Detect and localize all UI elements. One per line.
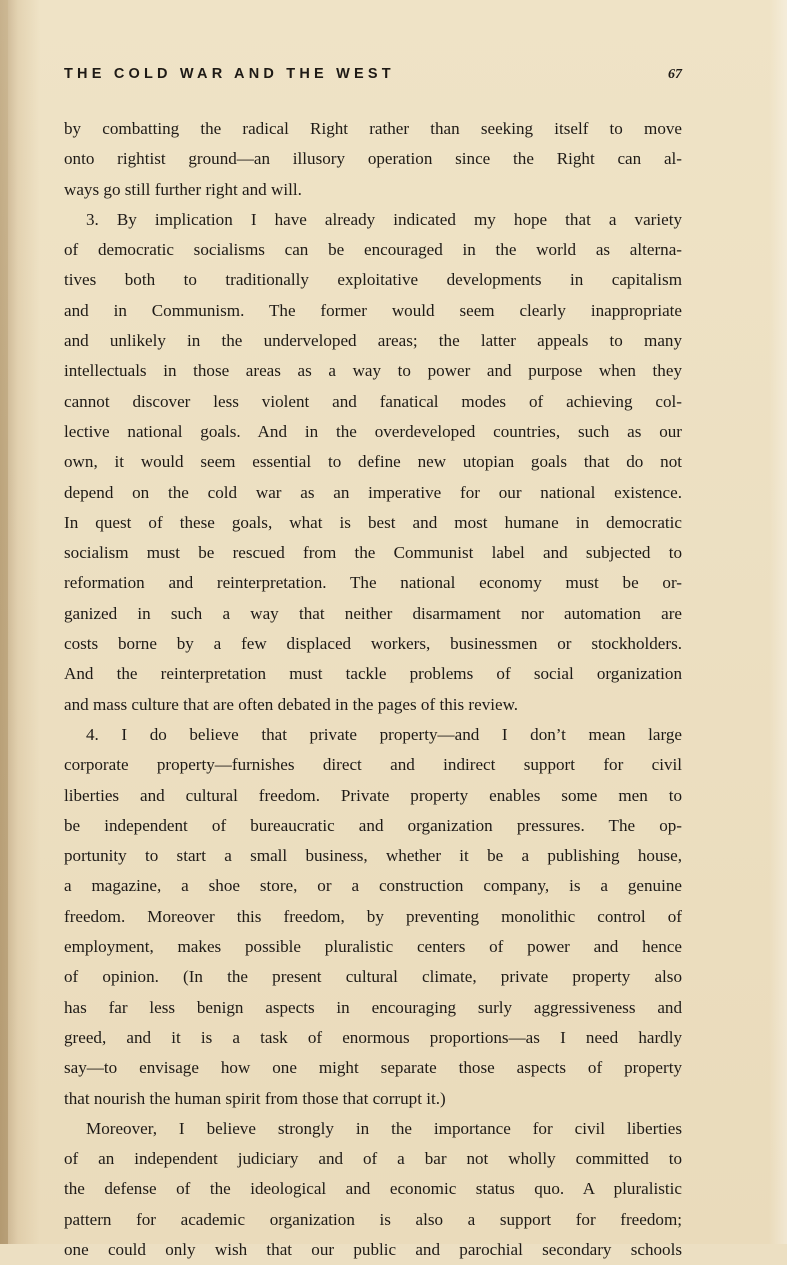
text-line: liberties and cultural freedom. Private property enables some men to [64, 785, 682, 805]
text-line: intellectuals in those areas as a way to power and purpose when they [64, 361, 682, 381]
text-line: own, it would seem essential to define new utopian goals that do not [64, 452, 682, 472]
text-line: one could only wish that our public and parochial secondary schools [64, 1239, 682, 1259]
text-line: say—to envisage how one might separate those aspects of property [64, 1058, 682, 1078]
text-line: be independent of bureaucratic and organization pressures. The op- [64, 815, 682, 835]
text-line: by combatting the radical Right rather than seeking itself to move [64, 119, 682, 138]
text-line: lective national goals. And in the overdeveloped countries, such as our [64, 421, 682, 441]
text-line: socialism must be rescued from the Communist label and subjected to [64, 543, 682, 563]
text-line: reformation and reinterpretation. The national economy must be or- [64, 573, 682, 593]
text-line: and unlikely in the underveloped areas; the latter appeals to many [64, 331, 682, 351]
text-line: costs borne by a few displaced workers, businessmen or stockholders. [64, 634, 682, 654]
text-line: of an independent judiciary and of a bar not wholly committed to [64, 1149, 682, 1169]
text-line: has far less benign aspects in encouraging surly aggressiveness and [64, 997, 682, 1017]
page-gutter-shadow [0, 0, 8, 1244]
text-line: And the reinterpretation must tackle problems of social organization [64, 664, 682, 684]
text-line: corporate property—furnishes direct and indirect support for civil [64, 755, 682, 775]
text-line: employment, makes possible pluralistic centers of power and hence [64, 937, 682, 957]
text-line: that nourish the human spirit from those that corrupt it.) [64, 1088, 446, 1108]
text-line: In quest of these goals, what is best and most humane in democratic [64, 512, 682, 532]
text-line: freedom. Moreover this freedom, by preventing monolithic control of [64, 906, 682, 926]
text-line: portunity to start a small business, whether it be a publishing house, [64, 846, 682, 866]
text-line: of democratic socialisms can be encouraged in the world as alterna- [64, 240, 682, 260]
text-line: and mass culture that are often debated in the pages of this review. [64, 694, 519, 714]
running-head: THE COLD WAR AND THE WEST [64, 66, 395, 82]
text-line: the defense of the ideological and economic status quo. A pluralistic [64, 1179, 682, 1199]
text-line: ways go still further right and will. [64, 179, 302, 199]
text-line: 3. By implication I have already indicated my hope that a variety [86, 209, 682, 229]
text-line: tives both to traditionally exploitative developments in capitalism [64, 270, 682, 290]
text-line: cannot discover less violent and fanatical modes of achieving col- [64, 391, 682, 411]
text-line: pattern for academic organization is also a support for freedom; [64, 1209, 682, 1229]
text-line: of opinion. (In the present cultural climate, private property also [64, 967, 682, 987]
page-number: 67 [668, 67, 682, 82]
body-text [64, 114, 682, 1265]
text-line: a magazine, a shoe store, or a construction company, is a genuine [64, 876, 682, 896]
text-line: depend on the cold war as an imperative for our national existence. [64, 482, 682, 502]
text-line: Moreover, I believe strongly in the importance for civil liberties [86, 1118, 682, 1138]
text-line: onto rightist ground—an illusory operation since the Right can al- [64, 149, 682, 169]
text-line: greed, and it is a task of enormous proportions—as I need hardly [64, 1027, 682, 1047]
text-line: and in Communism. The former would seem clearly inappropriate [64, 300, 682, 320]
text-line: ganized in such a way that neither disarmament nor automation are [64, 603, 682, 623]
page-header [64, 66, 684, 88]
text-line: 4. I do believe that private property—and I don’t mean large [86, 724, 682, 744]
